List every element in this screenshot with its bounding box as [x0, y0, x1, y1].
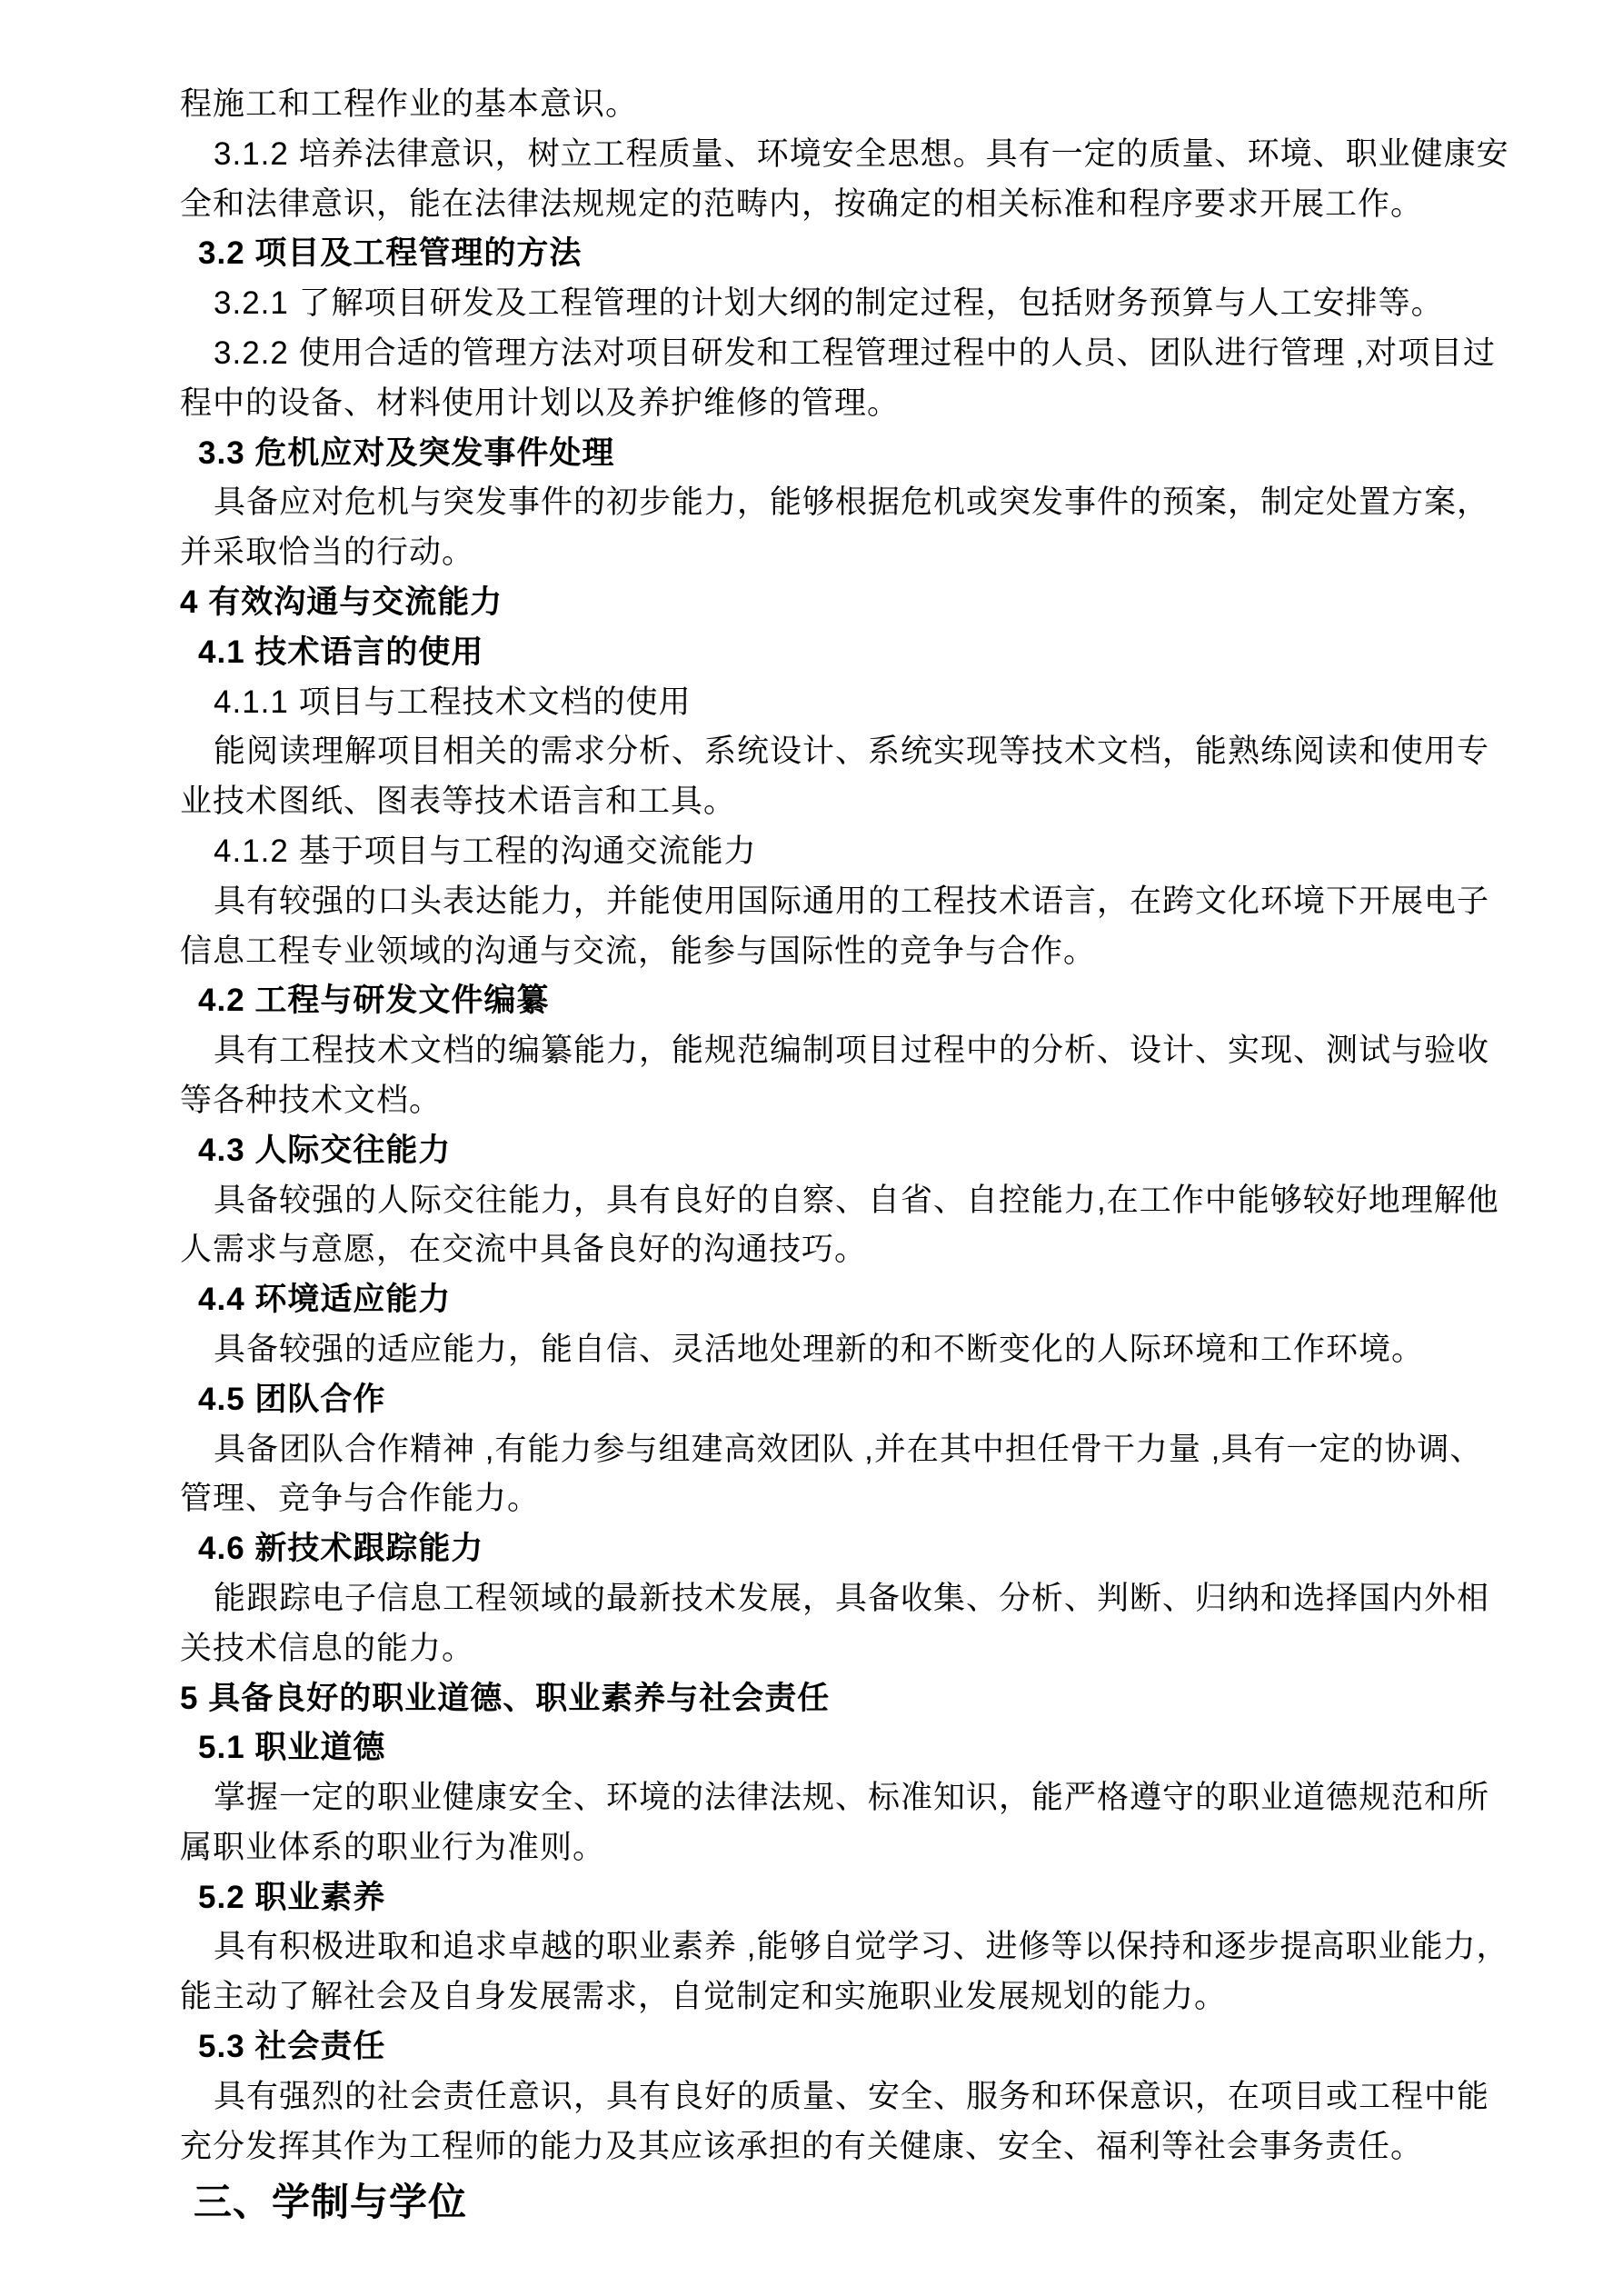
chapter-heading: 三、学制与学位 [194, 2181, 468, 2224]
paragraph-line: 并采取恰当的行动。 [180, 534, 475, 571]
subsection-heading: 5.2 职业素养 [198, 1879, 386, 1915]
paragraph-line: 管理、竞争与合作能力。 [180, 1481, 541, 1517]
subsection-heading: 4.2 工程与研发文件编纂 [198, 983, 550, 1019]
paragraph-line: 人需求与意愿，在交流中具备良好的沟通技巧。 [180, 1232, 868, 1268]
subsection-heading: 4.3 人际交往能力 [198, 1132, 452, 1168]
paragraph-line: 充分发挥其作为工程师的能力及其应该承担的有关健康、安全、福利等社会事务责任。 [180, 2128, 1424, 2164]
subsection-heading: 4.6 新技术跟踪能力 [198, 1531, 484, 1567]
paragraph-line: 业技术图纸、图表等技术语言和工具。 [180, 784, 737, 820]
paragraph-line: 等各种技术文档。 [180, 1082, 443, 1118]
subsection-heading: 4.4 环境适应能力 [198, 1282, 452, 1318]
paragraph-line: 程中的设备、材料使用计划以及养护维修的管理。 [180, 384, 901, 421]
paragraph-line: 属职业体系的职业行为准则。 [180, 1829, 606, 1865]
paragraph-line: 能主动了解社会及自身发展需求，自觉制定和实施职业发展规划的能力。 [180, 1979, 1228, 2015]
subsection-heading: 4.5 团队合作 [198, 1381, 386, 1417]
paragraph-line: 4.1.1 项目与工程技术文档的使用 [214, 684, 692, 720]
paragraph-line: 3.1.2 培养法律意识，树立工程质量、环境安全思想。具有一定的质量、环境、职业健康安 [214, 135, 1509, 172]
subsection-heading: 3.2 项目及工程管理的方法 [198, 235, 582, 272]
paragraph-line: 具有积极进取和追求卓越的职业素养 ,能够自觉学习、进修等以保持和逐步提高职业能力， [214, 1929, 1509, 1965]
subsection-heading: 5.1 职业道德 [198, 1730, 386, 1766]
paragraph-line: 3.2.2 使用合适的管理方法对项目研发和工程管理过程中的人员、团队进行管理 ,对项目过 [214, 334, 1497, 371]
paragraph-line: 具备团队合作精神 ,有能力参与组建高效团队 ,并在其中担任骨干力量 ,具有一定的协调、 [214, 1431, 1483, 1467]
paragraph-line: 具有较强的口头表达能力，并能使用国际通用的工程技术语言，在跨文化环境下开展电子 [214, 883, 1490, 919]
paragraph-line: 信息工程专业领域的沟通与交流，能参与国际性的竞争与合作。 [180, 933, 1097, 969]
paragraph-line: 关技术信息的能力。 [180, 1630, 475, 1666]
paragraph-line: 具备较强的适应能力，能自信、灵活地处理新的和不断变化的人际环境和工作环境。 [214, 1331, 1425, 1367]
paragraph-line: 全和法律意识，能在法律法规规定的范畴内，按确定的相关标准和程序要求开展工作。 [180, 185, 1424, 222]
paragraph-line: 具备应对危机与突发事件的初步能力，能够根据危机或突发事件的预案，制定处置方案， [214, 484, 1490, 521]
subsection-heading: 5.3 社会责任 [198, 2029, 386, 2065]
subsection-heading: 4.1 技术语言的使用 [198, 634, 484, 670]
subsection-heading: 3.3 危机应对及突发事件处理 [198, 434, 615, 471]
paragraph-line: 4.1.2 基于项目与工程的沟通交流能力 [214, 833, 757, 869]
paragraph-line: 能阅读理解项目相关的需求分析、系统设计、系统实现等技术文档，能熟练阅读和使用专 [214, 734, 1490, 770]
paragraph-line: 具有强烈的社会责任意识，具有良好的质量、安全、服务和环保意识，在项目或工程中能 [214, 2078, 1490, 2114]
document-text-block [180, 80, 1587, 2230]
paragraph-line: 能跟踪电子信息工程领域的最新技术发展，具备收集、分析、判断、归纳和选择国内外相 [214, 1580, 1490, 1616]
paragraph-line: 3.2.1 了解项目研发及工程管理的计划大纲的制定过程，包括财务预算与人工安排等。 [214, 285, 1444, 322]
paragraph-line: 具备较强的人际交往能力，具有良好的自察、自省、自控能力,在工作中能够较好地理解他 [214, 1182, 1499, 1218]
paragraph-line: 程施工和工程作业的基本意识。 [180, 86, 639, 122]
section-heading: 5 具备良好的职业道德、职业素养与社会责任 [180, 1680, 831, 1716]
paragraph-line: 具有工程技术文档的编纂能力，能规范编制项目过程中的分析、设计、实现、测试与验收 [214, 1033, 1490, 1069]
paragraph-line: 掌握一定的职业健康安全、环境的法律法规、标准知识，能严格遵守的职业道德规范和所 [214, 1780, 1490, 1816]
section-heading: 4 有效沟通与交流能力 [180, 584, 503, 620]
